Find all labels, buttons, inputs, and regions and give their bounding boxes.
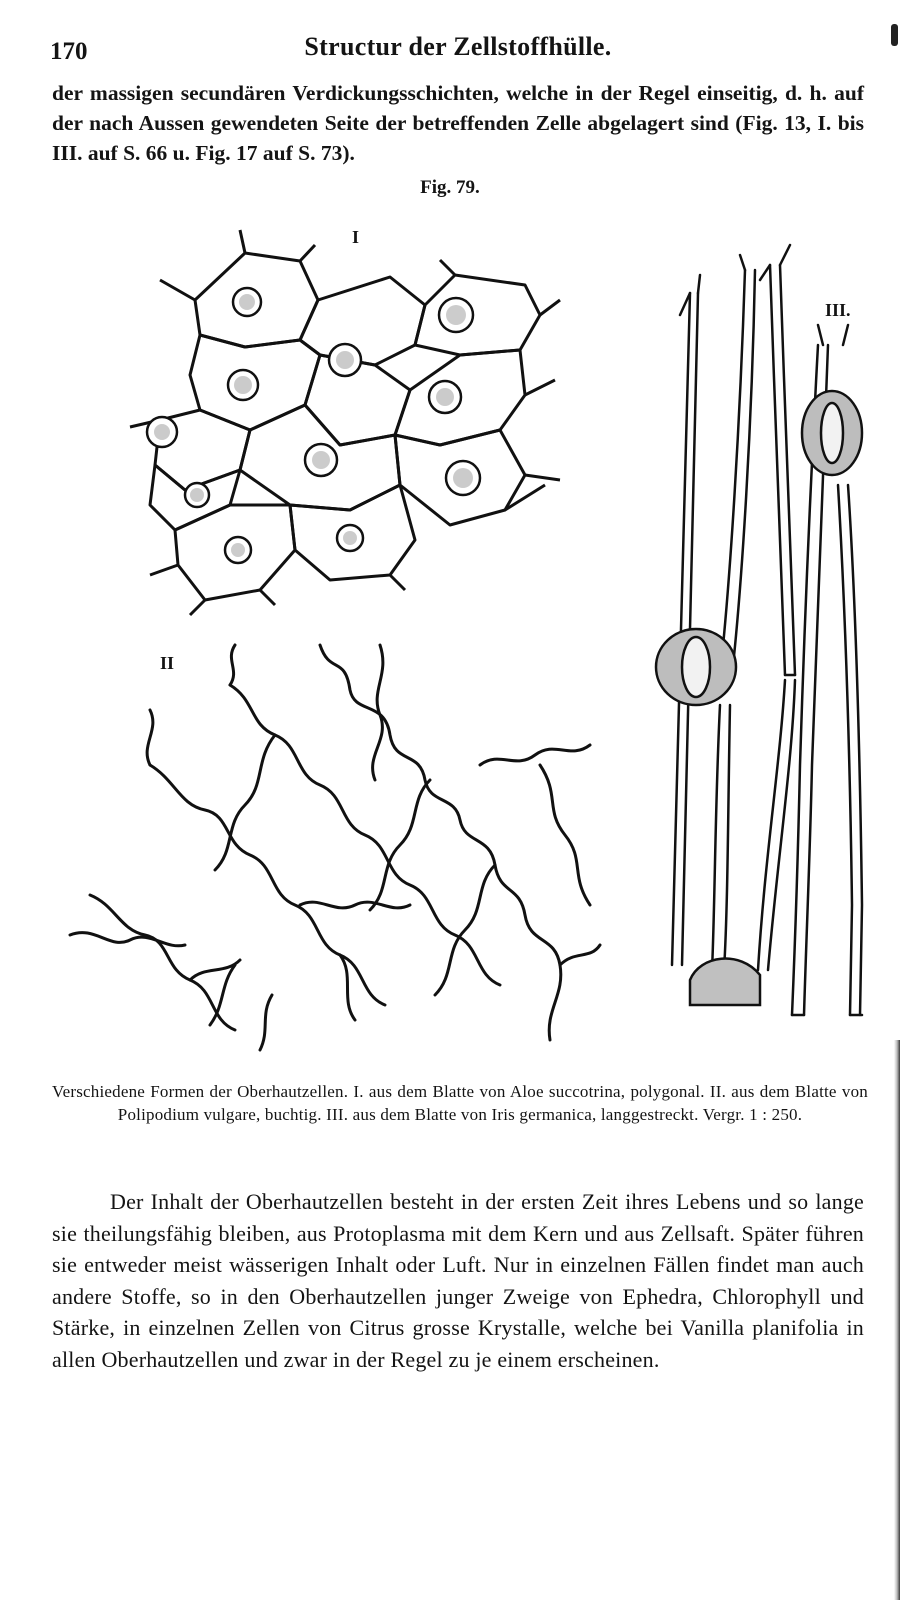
page-edge-shadow <box>894 1040 900 1600</box>
panel-label-i: I <box>352 227 360 247</box>
figure-label: Fig. 79. <box>420 177 480 198</box>
body-text: Der Inhalt der Oberhautzellen besteht in der ersten Zeit ihres Lebens und so lange sie theilungsfähig bleiben, aus Protoplasma mit dem Kern und aus Zellsaft. Später führen sie entweder meist wässerigen Inhalt oder Luft. Nur in einzelnen Fällen findet man auch andere Stoffe, so in den Oberhautzellen junger Zweige von Ephedra, Chlorophyll und Stärke, in einzelnen Zellen von Citrus grosse Krystalle, welche bei Vanilla planifolia in allen Oberhautzellen und zwar in der Regel zu je einem erscheinen. <box>52 1189 864 1372</box>
panel-iii-stomata <box>656 391 862 1005</box>
page-number: 170 <box>50 38 88 65</box>
figure-caption <box>52 1080 868 1126</box>
intro-text: der massigen secundären Verdickungsschichten, welche in der Regel einseitig, d. h. auf der nach Aussen gewendeten Seite der betreffenden Zelle abgelagert sind (Fig. 13, I. bis III. auf S. 66 u. Fig. 17 auf S. 73). <box>52 81 864 165</box>
panel-label-ii: II <box>160 653 175 673</box>
panel-label-iii: III. <box>825 300 851 320</box>
panel-ii-sinuous-cells <box>70 645 600 1050</box>
panel-i-nuclei <box>147 288 480 563</box>
panel-i-polygonal-cells <box>130 230 560 615</box>
caption-text: Verschiedene Formen der Oberhautzellen. I. aus dem Blatte von Aloe succotrina, polygonal. II. aus dem Blatte von Polipodium vulgare, buchtig. III. aus dem Blatte von Iris germanica, langgestreckt. Vergr. 1 : 250. <box>52 1082 868 1124</box>
figure-illustration <box>0 205 900 1075</box>
body-paragraph <box>52 1186 864 1375</box>
figure-79 <box>0 205 900 1075</box>
ink-spot <box>891 24 898 46</box>
page-header <box>48 30 868 70</box>
intro-paragraph <box>52 78 864 168</box>
running-title: Structur der Zellstoffhülle. <box>304 32 612 61</box>
